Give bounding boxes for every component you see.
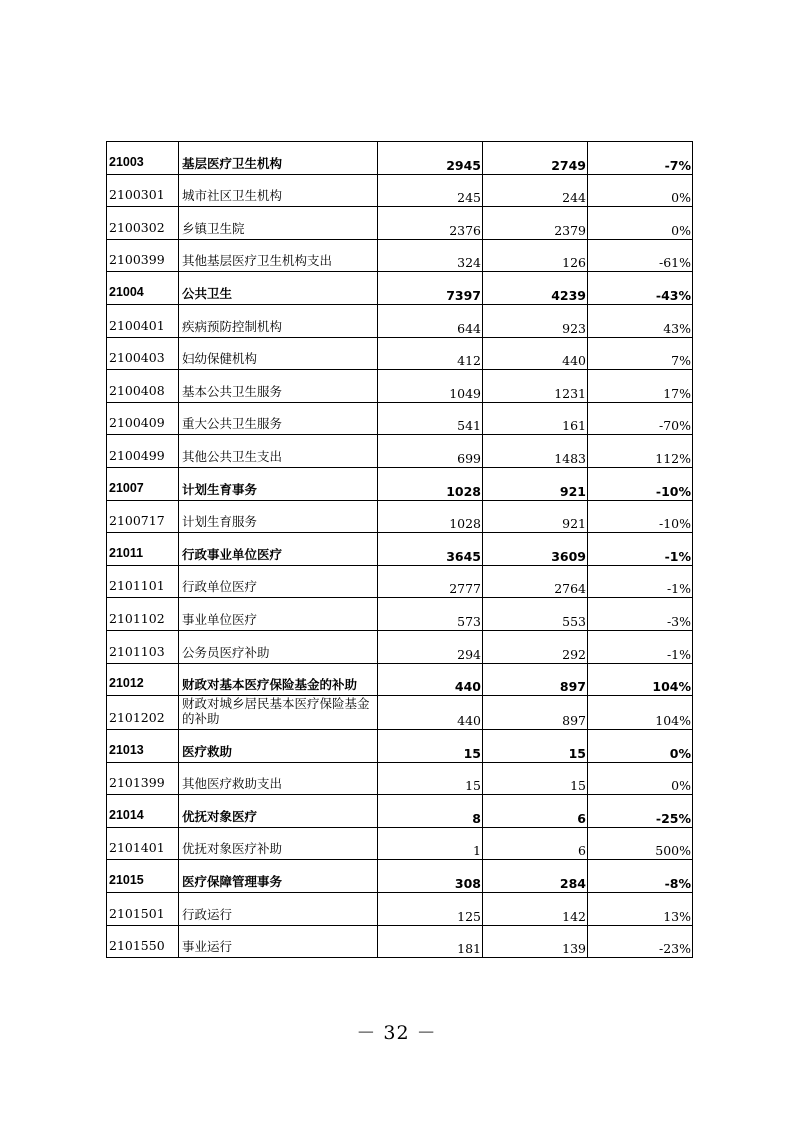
row-value-1: 541 [378, 402, 483, 435]
row-value-1: 699 [378, 435, 483, 468]
row-value-2: 2379 [483, 207, 588, 240]
row-code: 21003 [107, 142, 179, 175]
row-code: 2101101 [107, 565, 179, 598]
row-name: 计划生育事务 [179, 467, 378, 500]
row-value-1: 1028 [378, 467, 483, 500]
row-code: 21004 [107, 272, 179, 305]
row-value-2: 292 [483, 630, 588, 663]
item-row [107, 207, 693, 240]
row-change-percent: 104% [588, 696, 693, 730]
row-change-percent: -70% [588, 402, 693, 435]
row-name: 优抚对象医疗 [179, 795, 378, 828]
row-change-percent: 112% [588, 435, 693, 468]
row-name: 事业单位医疗 [179, 598, 378, 631]
row-code: 2101103 [107, 630, 179, 663]
row-change-percent: 7% [588, 337, 693, 370]
row-value-2: 553 [483, 598, 588, 631]
row-value-1: 2945 [378, 142, 483, 175]
row-name: 财政对城乡居民基本医疗保险基金的补助 [179, 696, 378, 730]
row-code: 2101401 [107, 827, 179, 860]
row-change-percent: -1% [588, 630, 693, 663]
category-row [107, 272, 693, 305]
row-name: 公共卫生 [179, 272, 378, 305]
row-change-percent: -10% [588, 467, 693, 500]
row-change-percent: -3% [588, 598, 693, 631]
row-name: 其他基层医疗卫生机构支出 [179, 239, 378, 272]
row-value-1: 440 [378, 696, 483, 730]
row-code: 2101202 [107, 696, 179, 730]
row-value-2: 161 [483, 402, 588, 435]
item-row [107, 304, 693, 337]
row-value-1: 1049 [378, 370, 483, 403]
row-code: 2100399 [107, 239, 179, 272]
row-name: 财政对基本医疗保险基金的补助 [179, 663, 378, 696]
row-code: 2101550 [107, 925, 179, 958]
row-value-2: 6 [483, 827, 588, 860]
row-value-1: 308 [378, 860, 483, 893]
row-value-1: 245 [378, 174, 483, 207]
row-change-percent: -1% [588, 565, 693, 598]
item-row [107, 565, 693, 598]
row-code: 2100409 [107, 402, 179, 435]
row-value-1: 1028 [378, 500, 483, 533]
row-code: 21014 [107, 795, 179, 828]
row-value-1: 1 [378, 827, 483, 860]
row-name: 医疗救助 [179, 730, 378, 763]
row-change-percent: 43% [588, 304, 693, 337]
row-name: 行政事业单位医疗 [179, 533, 378, 566]
item-row [107, 435, 693, 468]
row-value-2: 139 [483, 925, 588, 958]
item-row [107, 630, 693, 663]
row-value-1: 294 [378, 630, 483, 663]
row-code: 2100408 [107, 370, 179, 403]
row-change-percent: -61% [588, 239, 693, 272]
item-row [107, 598, 693, 631]
item-row [107, 174, 693, 207]
category-row [107, 142, 693, 175]
row-code: 21011 [107, 533, 179, 566]
category-row [107, 730, 693, 763]
row-value-2: 921 [483, 467, 588, 500]
row-change-percent: -25% [588, 795, 693, 828]
row-code: 2101501 [107, 893, 179, 926]
row-name: 事业运行 [179, 925, 378, 958]
category-row [107, 663, 693, 696]
row-change-percent: 17% [588, 370, 693, 403]
row-code: 2101399 [107, 762, 179, 795]
row-value-2: 6 [483, 795, 588, 828]
item-row [107, 925, 693, 958]
category-row [107, 795, 693, 828]
row-value-2: 897 [483, 696, 588, 730]
row-change-percent: 0% [588, 174, 693, 207]
row-name: 基本公共卫生服务 [179, 370, 378, 403]
row-value-2: 3609 [483, 533, 588, 566]
row-name: 重大公共卫生服务 [179, 402, 378, 435]
row-value-1: 440 [378, 663, 483, 696]
category-row [107, 533, 693, 566]
row-value-1: 181 [378, 925, 483, 958]
row-value-2: 923 [483, 304, 588, 337]
row-name: 其他医疗救助支出 [179, 762, 378, 795]
row-value-2: 1231 [483, 370, 588, 403]
row-name: 基层医疗卫生机构 [179, 142, 378, 175]
row-value-1: 7397 [378, 272, 483, 305]
row-value-2: 142 [483, 893, 588, 926]
row-change-percent: 104% [588, 663, 693, 696]
item-row [107, 696, 693, 730]
row-change-percent: -23% [588, 925, 693, 958]
row-change-percent: 13% [588, 893, 693, 926]
row-value-2: 126 [483, 239, 588, 272]
row-code: 2100717 [107, 500, 179, 533]
row-value-2: 440 [483, 337, 588, 370]
row-name: 行政单位医疗 [179, 565, 378, 598]
row-name: 优抚对象医疗补助 [179, 827, 378, 860]
row-value-2: 244 [483, 174, 588, 207]
row-code: 2100401 [107, 304, 179, 337]
row-value-1: 125 [378, 893, 483, 926]
page-number: － 32 － [356, 1022, 437, 1044]
row-code: 2100499 [107, 435, 179, 468]
item-row [107, 402, 693, 435]
row-value-1: 2777 [378, 565, 483, 598]
row-value-1: 412 [378, 337, 483, 370]
category-row [107, 467, 693, 500]
row-name: 其他公共卫生支出 [179, 435, 378, 468]
row-value-2: 15 [483, 730, 588, 763]
row-change-percent: -8% [588, 860, 693, 893]
row-value-1: 2376 [378, 207, 483, 240]
row-value-2: 15 [483, 762, 588, 795]
row-name: 医疗保障管理事务 [179, 860, 378, 893]
row-change-percent: 0% [588, 207, 693, 240]
row-name: 公务员医疗补助 [179, 630, 378, 663]
row-code: 2101102 [107, 598, 179, 631]
row-value-1: 15 [378, 730, 483, 763]
row-name: 城市社区卫生机构 [179, 174, 378, 207]
row-change-percent: -43% [588, 272, 693, 305]
row-name: 疾病预防控制机构 [179, 304, 378, 337]
table-body [107, 142, 693, 958]
category-row [107, 860, 693, 893]
item-row [107, 893, 693, 926]
row-code: 21013 [107, 730, 179, 763]
row-change-percent: -7% [588, 142, 693, 175]
row-name: 行政运行 [179, 893, 378, 926]
row-change-percent: 0% [588, 762, 693, 795]
row-value-2: 284 [483, 860, 588, 893]
row-value-1: 8 [378, 795, 483, 828]
row-name: 乡镇卫生院 [179, 207, 378, 240]
row-change-percent: 500% [588, 827, 693, 860]
row-code: 2100302 [107, 207, 179, 240]
item-row [107, 337, 693, 370]
row-value-2: 1483 [483, 435, 588, 468]
item-row [107, 239, 693, 272]
row-value-1: 3645 [378, 533, 483, 566]
row-value-1: 573 [378, 598, 483, 631]
row-name: 计划生育服务 [179, 500, 378, 533]
row-value-2: 921 [483, 500, 588, 533]
row-value-1: 324 [378, 239, 483, 272]
row-change-percent: 0% [588, 730, 693, 763]
item-row [107, 500, 693, 533]
row-code: 21007 [107, 467, 179, 500]
row-value-1: 15 [378, 762, 483, 795]
budget-table [106, 141, 693, 958]
row-change-percent: -1% [588, 533, 693, 566]
row-value-2: 897 [483, 663, 588, 696]
item-row [107, 827, 693, 860]
row-value-2: 2749 [483, 142, 588, 175]
item-row [107, 370, 693, 403]
row-code: 2100301 [107, 174, 179, 207]
item-row [107, 762, 693, 795]
row-code: 21015 [107, 860, 179, 893]
row-value-2: 4239 [483, 272, 588, 305]
row-code: 21012 [107, 663, 179, 696]
row-value-1: 644 [378, 304, 483, 337]
row-value-2: 2764 [483, 565, 588, 598]
row-change-percent: -10% [588, 500, 693, 533]
row-code: 2100403 [107, 337, 179, 370]
row-name: 妇幼保健机构 [179, 337, 378, 370]
